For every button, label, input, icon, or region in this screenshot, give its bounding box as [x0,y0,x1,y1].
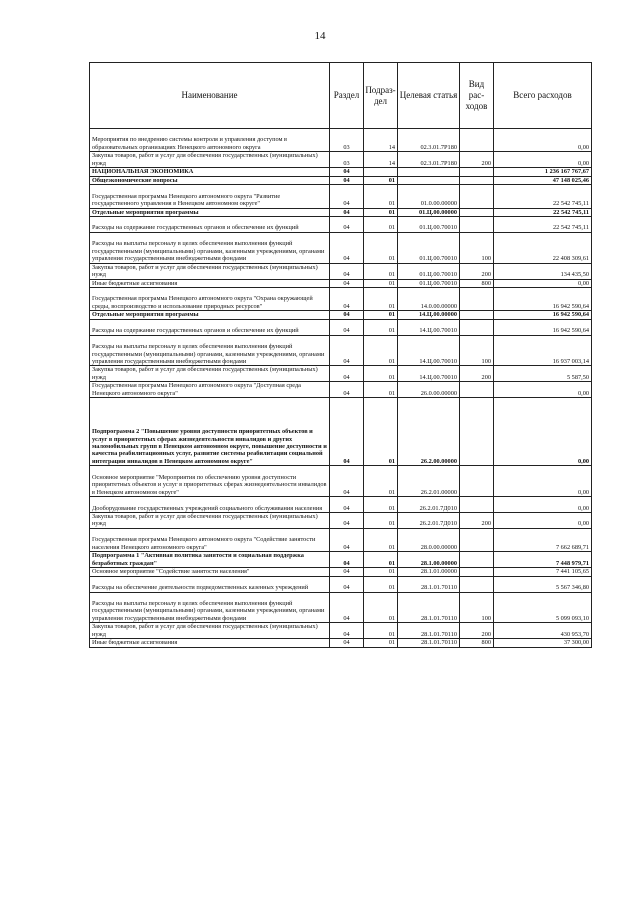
row-name-cell: Закупка товаров, работ и услуг для обеспечения государственных (муниципальных) нужд [90,263,330,279]
row-subsection-cell: 01 [364,279,398,287]
table-row [90,528,592,551]
row-name-cell: Иные бюджетные ассигнования [90,639,330,647]
row-name-cell: Государственная программа Ненецкого автономного округа "Охрана окружающей среды, воспроизводство и использование природных ресурсов" [90,288,330,311]
row-target-code-cell: 28.1.01.00000 [398,568,460,576]
row-expense-type-cell: 200 [460,263,494,279]
expenditure-table [89,62,592,648]
row-expense-type-cell [460,466,494,497]
table-row [90,623,592,639]
table-row [90,216,592,232]
row-target-code-cell: 14.Ц.00.70010 [398,319,460,335]
row-total-cell: 7 448 979,71 [494,552,592,568]
row-target-code-cell: 26.2.01.00000 [398,466,460,497]
table-row [90,176,592,184]
row-target-code-cell: 26.0.00.00000 [398,382,460,398]
table-row [90,568,592,576]
row-section-cell: 04 [330,232,364,263]
row-expense-type-cell: 200 [460,366,494,382]
row-total-cell: 5 099 093,10 [494,592,592,623]
row-subsection-cell: 01 [364,288,398,311]
row-expense-type-cell: 800 [460,279,494,287]
row-name-cell: Дооборудование государственных учреждений социального обслуживания населения [90,497,330,513]
row-subsection-cell: 01 [364,319,398,335]
row-target-code-cell: 01.Ц.00.70010 [398,279,460,287]
row-section-cell: 04 [330,576,364,592]
row-section-cell: 04 [330,263,364,279]
row-target-code-cell: 14.Ц.00.70010 [398,335,460,366]
table-body [90,129,592,648]
row-section-cell: 04 [330,216,364,232]
row-target-code-cell: 28.1.01.70110 [398,639,460,647]
row-subsection-cell: 01 [364,513,398,529]
row-expense-type-cell: 200 [460,513,494,529]
row-expense-type-cell [460,576,494,592]
row-expense-type-cell: 100 [460,232,494,263]
row-subsection-cell: 01 [364,592,398,623]
table-row [90,592,592,623]
table-row [90,168,592,176]
row-section-cell: 04 [330,552,364,568]
row-total-cell: 0,00 [494,152,592,168]
header-target: Целевая статья [398,63,460,129]
table-row [90,513,592,529]
row-section-cell: 04 [330,311,364,319]
row-target-code-cell [398,176,460,184]
row-name-cell: Расходы на содержание государственных органов и обеспечение их функций [90,216,330,232]
row-section-cell: 04 [330,288,364,311]
row-subsection-cell: 01 [364,382,398,398]
row-total-cell: 0,00 [494,513,592,529]
row-total-cell: 5 587,50 [494,366,592,382]
row-subsection-cell: 01 [364,528,398,551]
row-total-cell: 22 542 745,11 [494,208,592,216]
row-expense-type-cell [460,288,494,311]
row-name-cell: Расходы на содержание государственных органов и обеспечение их функций [90,319,330,335]
row-target-code-cell: 01.Ц.00.70010 [398,216,460,232]
row-expense-type-cell: 200 [460,623,494,639]
row-total-cell: 0,00 [494,129,592,152]
row-name-cell: Закупка товаров, работ и услуг для обеспечения государственных (муниципальных) нужд [90,623,330,639]
row-target-code-cell: 26.2.00.00000 [398,398,460,466]
row-expense-type-cell: 200 [460,152,494,168]
row-section-cell: 04 [330,279,364,287]
row-total-cell: 22 542 745,11 [494,185,592,208]
row-subsection-cell: 01 [364,552,398,568]
row-section-cell: 04 [330,366,364,382]
row-total-cell: 0,00 [494,279,592,287]
header-section: Раздел [330,63,364,129]
row-expense-type-cell [460,382,494,398]
row-name-cell: Расходы на выплаты персоналу в целях обеспечения выполнения функций государственными (муниципальными) органами, казенными учреждениями, органами управления государственными внебюджетными фондами [90,232,330,263]
row-expense-type-cell [460,176,494,184]
row-section-cell: 03 [330,152,364,168]
row-subsection-cell: 01 [364,216,398,232]
header-name: Наименование [90,63,330,129]
row-subsection-cell: 01 [364,568,398,576]
row-expense-type-cell [460,552,494,568]
row-expense-type-cell [460,568,494,576]
row-name-cell: Закупка товаров, работ и услуг для обеспечения государственных (муниципальных) нужд [90,152,330,168]
row-target-code-cell: 01.Ц.00.70010 [398,263,460,279]
row-section-cell: 04 [330,592,364,623]
row-section-cell: 04 [330,176,364,184]
table-row [90,466,592,497]
row-expense-type-cell: 100 [460,592,494,623]
page-number: 14 [314,30,326,42]
row-total-cell: 0,00 [494,466,592,497]
row-subsection-cell: 01 [364,208,398,216]
row-name-cell: Расходы на обеспечение деятельности подведомственных казенных учреждений [90,576,330,592]
row-total-cell: 0,00 [494,497,592,513]
row-target-code-cell: 26.2.01.7Д010 [398,497,460,513]
table-row [90,576,592,592]
row-section-cell: 04 [330,466,364,497]
row-section-cell: 04 [330,513,364,529]
row-subsection-cell: 01 [364,263,398,279]
row-subsection-cell: 01 [364,185,398,208]
row-subsection-cell: 14 [364,129,398,152]
row-subsection-cell: 01 [364,466,398,497]
row-subsection-cell: 01 [364,335,398,366]
header-total: Всего расходов [494,63,592,129]
table-row [90,129,592,152]
row-target-code-cell: 14.0.00.00000 [398,288,460,311]
row-target-code-cell: 28.1.01.70110 [398,623,460,639]
row-section-cell: 04 [330,168,364,176]
row-subsection-cell: 01 [364,366,398,382]
row-expense-type-cell [460,185,494,208]
row-name-cell: Государственная программа Ненецкого автономного округа "Доступная среда Ненецкого автономного округа" [90,382,330,398]
row-section-cell: 04 [330,335,364,366]
row-target-code-cell: 01.Ц.00.70010 [398,232,460,263]
table-row [90,366,592,382]
row-expense-type-cell [460,398,494,466]
row-section-cell: 04 [330,185,364,208]
row-total-cell: 7 662 689,71 [494,528,592,551]
row-name-cell: Государственная программа Ненецкого автономного округа "Содействие занятости населения Ненецкого автономного округа" [90,528,330,551]
table-row [90,263,592,279]
row-target-code-cell: 14.Ц.00.70010 [398,366,460,382]
row-expense-type-cell [460,129,494,152]
table-row [90,497,592,513]
table-row [90,152,592,168]
row-subsection-cell: 01 [364,639,398,647]
row-name-cell: НАЦИОНАЛЬНАЯ ЭКОНОМИКА [90,168,330,176]
header-expense-type: Вид рас-ходов [460,63,494,129]
table-row [90,279,592,287]
row-name-cell: Расходы на выплаты персоналу в целях обеспечения выполнения функций государственными (муниципальными) органами, казенными учреждениями, органами управления государственными внебюджетными фондами [90,335,330,366]
table-header-row [90,63,592,129]
row-name-cell: Отдельные мероприятия программы [90,311,330,319]
row-total-cell: 37 300,00 [494,639,592,647]
row-expense-type-cell [460,216,494,232]
row-subsection-cell: 01 [364,623,398,639]
row-section-cell: 04 [330,623,364,639]
row-subsection-cell [364,168,398,176]
row-section-cell: 04 [330,497,364,513]
row-subsection-cell: 01 [364,232,398,263]
row-name-cell: Закупка товаров, работ и услуг для обеспечения государственных (муниципальных) нужд [90,366,330,382]
row-name-cell: Закупка товаров, работ и услуг для обеспечения государственных (муниципальных) нужд [90,513,330,529]
row-section-cell: 04 [330,639,364,647]
row-expense-type-cell [460,168,494,176]
row-section-cell: 04 [330,398,364,466]
row-section-cell: 03 [330,129,364,152]
header-subsection: Подраз-дел [364,63,398,129]
row-subsection-cell: 14 [364,152,398,168]
row-name-cell: Мероприятия по внедрению системы контроля и управления доступом в образовательных организациях Ненецкого автономного округа [90,129,330,152]
row-total-cell: 47 148 025,46 [494,176,592,184]
row-expense-type-cell [460,319,494,335]
row-target-code-cell: 28.1.01.70110 [398,576,460,592]
table-row [90,552,592,568]
row-total-cell: 22 408 309,61 [494,232,592,263]
table-row [90,382,592,398]
row-name-cell: Государственная программа Ненецкого автономного округа "Развитие государственного управления в Ненецком автономном округе" [90,185,330,208]
row-expense-type-cell [460,497,494,513]
row-expense-type-cell: 800 [460,639,494,647]
row-subsection-cell: 01 [364,497,398,513]
row-total-cell: 5 567 346,80 [494,576,592,592]
row-target-code-cell: 01.Ц.00.00000 [398,208,460,216]
table-row [90,398,592,466]
row-name-cell: Иные бюджетные ассигнования [90,279,330,287]
table-row [90,288,592,311]
table-row [90,335,592,366]
row-name-cell: Основное мероприятие "Мероприятия по обеспечению уровня доступности приоритетных объектов и услуг в приоритетных сферах жизнедеятельности инвалидов в Ненецком автономном округе" [90,466,330,497]
row-section-cell: 04 [330,208,364,216]
row-subsection-cell: 01 [364,311,398,319]
table-row [90,208,592,216]
row-expense-type-cell [460,208,494,216]
row-subsection-cell: 01 [364,576,398,592]
row-subsection-cell: 01 [364,398,398,466]
row-name-cell: Подпрограмма 1 "Активная политика занятости и социальная поддержка безработных граждан" [90,552,330,568]
row-total-cell: 16 942 590,64 [494,288,592,311]
row-name-cell: Подпрограмма 2 "Повышение уровня доступности приоритетных объектов и услуг в приоритетных сферах жизнедеятельности инвалидов и других маломобильных групп в Ненецком автономном округе, повышение доступности и качества реабилитационных услуг, развитие системы реабилитации социальной интеграции инвалидов в Ненецком автономном округе" [90,398,330,466]
row-name-cell: Отдельные мероприятия программы [90,208,330,216]
row-expense-type-cell [460,311,494,319]
row-total-cell: 1 236 167 767,67 [494,168,592,176]
table-row [90,185,592,208]
row-section-cell: 04 [330,382,364,398]
table-row [90,639,592,647]
row-subsection-cell: 01 [364,176,398,184]
row-total-cell: 16 942 590,64 [494,311,592,319]
row-target-code-cell: 02.3.01.7Р180 [398,129,460,152]
row-target-code-cell: 01.0.00.00000 [398,185,460,208]
row-name-cell: Общеэкономические вопросы [90,176,330,184]
row-section-cell: 04 [330,319,364,335]
row-total-cell: 16 937 003,14 [494,335,592,366]
row-target-code-cell: 28.0.00.00000 [398,528,460,551]
row-total-cell: 430 953,70 [494,623,592,639]
row-target-code-cell [398,168,460,176]
table-row [90,311,592,319]
row-expense-type-cell: 100 [460,335,494,366]
table-row [90,232,592,263]
row-name-cell: Расходы на выплаты персоналу в целях обеспечения выполнения функций государственными (муниципальными) органами, казенными учреждениями, органами управления государственными внебюджетными фондами [90,592,330,623]
row-name-cell: Основное мероприятие "Содействие занятости населения" [90,568,330,576]
row-target-code-cell: 02.3.01.7Р180 [398,152,460,168]
row-target-code-cell: 28.1.00.00000 [398,552,460,568]
row-total-cell: 7 441 105,65 [494,568,592,576]
table-row [90,319,592,335]
row-target-code-cell: 14.Ц.00.00000 [398,311,460,319]
row-total-cell: 22 542 745,11 [494,216,592,232]
row-expense-type-cell [460,528,494,551]
row-total-cell: 16 942 590,64 [494,319,592,335]
row-total-cell: 134 435,50 [494,263,592,279]
row-section-cell: 04 [330,568,364,576]
row-section-cell: 04 [330,528,364,551]
row-total-cell: 0,00 [494,382,592,398]
row-target-code-cell: 26.2.01.7Д010 [398,513,460,529]
row-target-code-cell: 28.1.01.70110 [398,592,460,623]
row-total-cell: 0,00 [494,398,592,466]
